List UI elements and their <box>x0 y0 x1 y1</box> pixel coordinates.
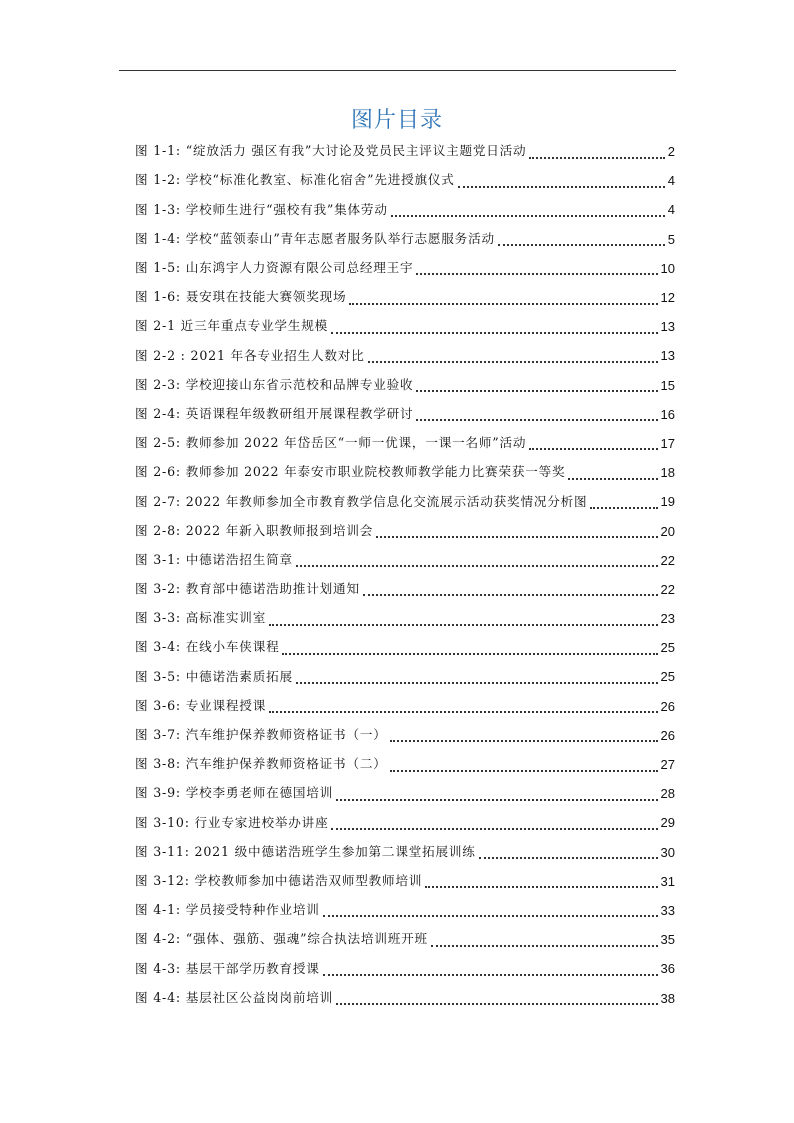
toc-entry[interactable] <box>135 400 675 429</box>
toc-entry-label: 图 3-5: 中德诺浩素质拓展 <box>135 668 293 684</box>
toc-entry-label: 图 3-2: 教育部中德诺浩助推计划通知 <box>135 581 360 597</box>
toc-entry-page: 29 <box>660 815 675 831</box>
toc-entry-page: 15 <box>660 377 675 393</box>
toc-entry-page: 16 <box>660 406 675 422</box>
toc-entry-page: 19 <box>660 494 675 510</box>
toc-entry[interactable] <box>135 867 675 896</box>
toc-entry-page: 20 <box>660 523 675 539</box>
toc-entry[interactable] <box>135 633 675 662</box>
dot-leader <box>296 555 658 567</box>
toc-entry-label: 图 2-4: 英语课程年级教研组开展课程教学研讨 <box>135 405 414 421</box>
toc-entry[interactable] <box>135 225 675 254</box>
dot-leader <box>416 263 657 275</box>
toc-entry-page: 27 <box>660 757 675 773</box>
toc-entry-page: 23 <box>660 611 675 627</box>
toc-entry[interactable] <box>135 750 675 779</box>
dot-leader <box>376 526 657 538</box>
toc-entry-label: 图 3-4: 在线小车侠课程 <box>135 639 280 655</box>
dot-leader <box>349 293 657 305</box>
toc-entry[interactable] <box>135 808 675 837</box>
dot-leader <box>529 147 664 159</box>
toc-entry[interactable] <box>135 575 675 604</box>
toc-entry-page: 28 <box>660 786 675 802</box>
toc-entry-page: 13 <box>660 348 675 364</box>
toc-entry-label: 图 2-3: 学校迎接山东省示范校和品牌专业验收 <box>135 376 414 392</box>
dot-leader <box>425 876 657 888</box>
toc-entry-label: 图 4-1: 学员接受特种作业培训 <box>135 902 320 918</box>
dot-leader <box>269 701 657 713</box>
toc-entry[interactable] <box>135 838 675 867</box>
dot-leader <box>391 205 665 217</box>
toc-entry-label: 图 2-6: 教师参加 2022 年泰安市职业院校教师教学能力比赛荣获一等奖 <box>135 464 566 480</box>
toc-entry-label: 图 3-12: 学校教师参加中德诺浩双师型教师培训 <box>135 872 423 888</box>
dot-leader <box>390 730 658 742</box>
dot-leader <box>331 322 658 334</box>
header-rule <box>119 70 676 71</box>
dot-leader <box>368 351 658 363</box>
toc-entry-label: 图 1-2: 学校“标准化教室、标准化宿舍”先进授旗仪式 <box>135 172 455 188</box>
toc-entry-label: 图 2-8: 2022 年新入职教师报到培训会 <box>135 522 374 538</box>
dot-leader <box>323 905 658 917</box>
dot-leader <box>331 818 657 830</box>
toc-entry-page: 17 <box>660 435 675 451</box>
toc-entry-label: 图 3-8: 汽车维护保养教师资格证书（二） <box>135 756 387 772</box>
toc-entry[interactable] <box>135 779 675 808</box>
dot-leader <box>336 993 657 1005</box>
dot-leader <box>498 234 665 246</box>
toc-entry[interactable] <box>135 983 675 1012</box>
toc-entry-page: 25 <box>660 669 675 685</box>
toc-entry-label: 图 3-3: 高标准实训室 <box>135 610 267 626</box>
toc-entry-page: 35 <box>660 932 675 948</box>
toc-entry-page: 22 <box>660 581 675 597</box>
toc-entry-page: 33 <box>660 902 675 918</box>
dot-leader <box>269 614 657 626</box>
toc-entry-page: 30 <box>660 844 675 860</box>
toc-entry-page: 5 <box>667 231 675 247</box>
toc-entry[interactable] <box>135 546 675 575</box>
toc-entry-page: 25 <box>660 640 675 656</box>
toc-entry-label: 图 3-1: 中德诺浩招生简章 <box>135 551 293 567</box>
toc-entry[interactable] <box>135 137 675 166</box>
dot-leader <box>458 176 665 188</box>
toc-entry-label: 图 2-5: 教师参加 2022 年岱岳区“一师一优课，一课一名师”活动 <box>135 435 527 451</box>
toc-entry-label: 图 2-7: 2022 年教师参加全市教育教学信息化交流展示活动获奖情况分析图 <box>135 493 588 509</box>
toc-entry-label: 图 2-2 : 2021 年各专业招生人数对比 <box>135 347 365 363</box>
dot-leader <box>282 643 657 655</box>
toc-entry-label: 图 1-6: 聂安琪在技能大赛领奖现场 <box>135 289 347 305</box>
figure-toc <box>135 137 675 1013</box>
toc-entry-page: 13 <box>660 319 675 335</box>
toc-entry-page: 26 <box>660 698 675 714</box>
toc-entry-label: 图 1-1: “绽放活力 强区有我”大讨论及党员民主评议主题党日活动 <box>135 143 527 159</box>
toc-entry[interactable] <box>135 721 675 750</box>
toc-entry-label: 图 3-7: 汽车维护保养教师资格证书（一） <box>135 727 387 743</box>
page-title: 图片目录 <box>350 108 443 133</box>
toc-entry[interactable] <box>135 195 675 224</box>
toc-entry-page: 38 <box>660 990 675 1006</box>
toc-entry-label: 图 2-1 近三年重点专业学生规模 <box>135 318 329 334</box>
dot-leader <box>416 409 657 421</box>
toc-entry[interactable] <box>135 925 675 954</box>
dot-leader <box>416 380 657 392</box>
toc-entry-label: 图 1-3: 学校师生进行“强校有我”集体劳动 <box>135 201 388 217</box>
toc-entry-label: 图 3-6: 专业课程授课 <box>135 697 267 713</box>
toc-entry[interactable] <box>135 692 675 721</box>
toc-entry-label: 图 3-11: 2021 级中德诺浩班学生参加第二课堂拓展训练 <box>135 843 476 859</box>
toc-entry[interactable] <box>135 254 675 283</box>
toc-entry[interactable] <box>135 662 675 691</box>
toc-entry-label: 图 4-2: “强体、强筋、强魂”综合执法培训班开班 <box>135 931 428 947</box>
toc-entry-label: 图 1-5: 山东鸿宇人力资源有限公司总经理王宇 <box>135 260 414 276</box>
toc-entry-page: 2 <box>667 144 675 160</box>
dot-leader <box>323 964 658 976</box>
toc-entry-page: 22 <box>660 552 675 568</box>
toc-entry-page: 10 <box>660 260 675 276</box>
toc-entry[interactable] <box>135 429 675 458</box>
dot-leader <box>529 438 657 450</box>
toc-entry[interactable] <box>135 604 675 633</box>
toc-entry-page: 4 <box>667 202 675 218</box>
toc-entry-page: 26 <box>660 727 675 743</box>
toc-entry-label: 图 3-9: 学校李勇老师在德国培训 <box>135 785 334 801</box>
toc-entry-page: 12 <box>660 290 675 306</box>
toc-entry-label: 图 3-10: 行业专家进校举办讲座 <box>135 814 329 830</box>
toc-entry[interactable] <box>135 896 675 925</box>
toc-entry-page: 18 <box>660 465 675 481</box>
toc-entry[interactable] <box>135 341 675 370</box>
toc-entry[interactable] <box>135 458 675 487</box>
toc-entry[interactable] <box>135 516 675 545</box>
toc-entry-page: 4 <box>667 173 675 189</box>
dot-leader <box>296 672 658 684</box>
toc-entry-label: 图 4-4: 基层社区公益岗岗前培训 <box>135 989 334 1005</box>
toc-entry[interactable] <box>135 312 675 341</box>
dot-leader <box>390 760 658 772</box>
toc-entry[interactable] <box>135 954 675 983</box>
dot-leader <box>590 497 657 509</box>
toc-entry-label: 图 4-3: 基层干部学历教育授课 <box>135 960 320 976</box>
toc-entry-page: 31 <box>660 873 675 889</box>
dot-leader <box>336 789 657 801</box>
toc-entry[interactable] <box>135 371 675 400</box>
toc-entry[interactable] <box>135 487 675 516</box>
dot-leader <box>568 468 657 480</box>
dot-leader <box>363 584 658 596</box>
toc-entry-label: 图 1-4: 学校“蓝领泰山”青年志愿者服务队举行志愿服务活动 <box>135 230 495 246</box>
toc-entry[interactable] <box>135 166 675 195</box>
toc-entry[interactable] <box>135 283 675 312</box>
dot-leader <box>431 935 658 947</box>
toc-entry-page: 36 <box>660 961 675 977</box>
dot-leader <box>479 847 658 859</box>
